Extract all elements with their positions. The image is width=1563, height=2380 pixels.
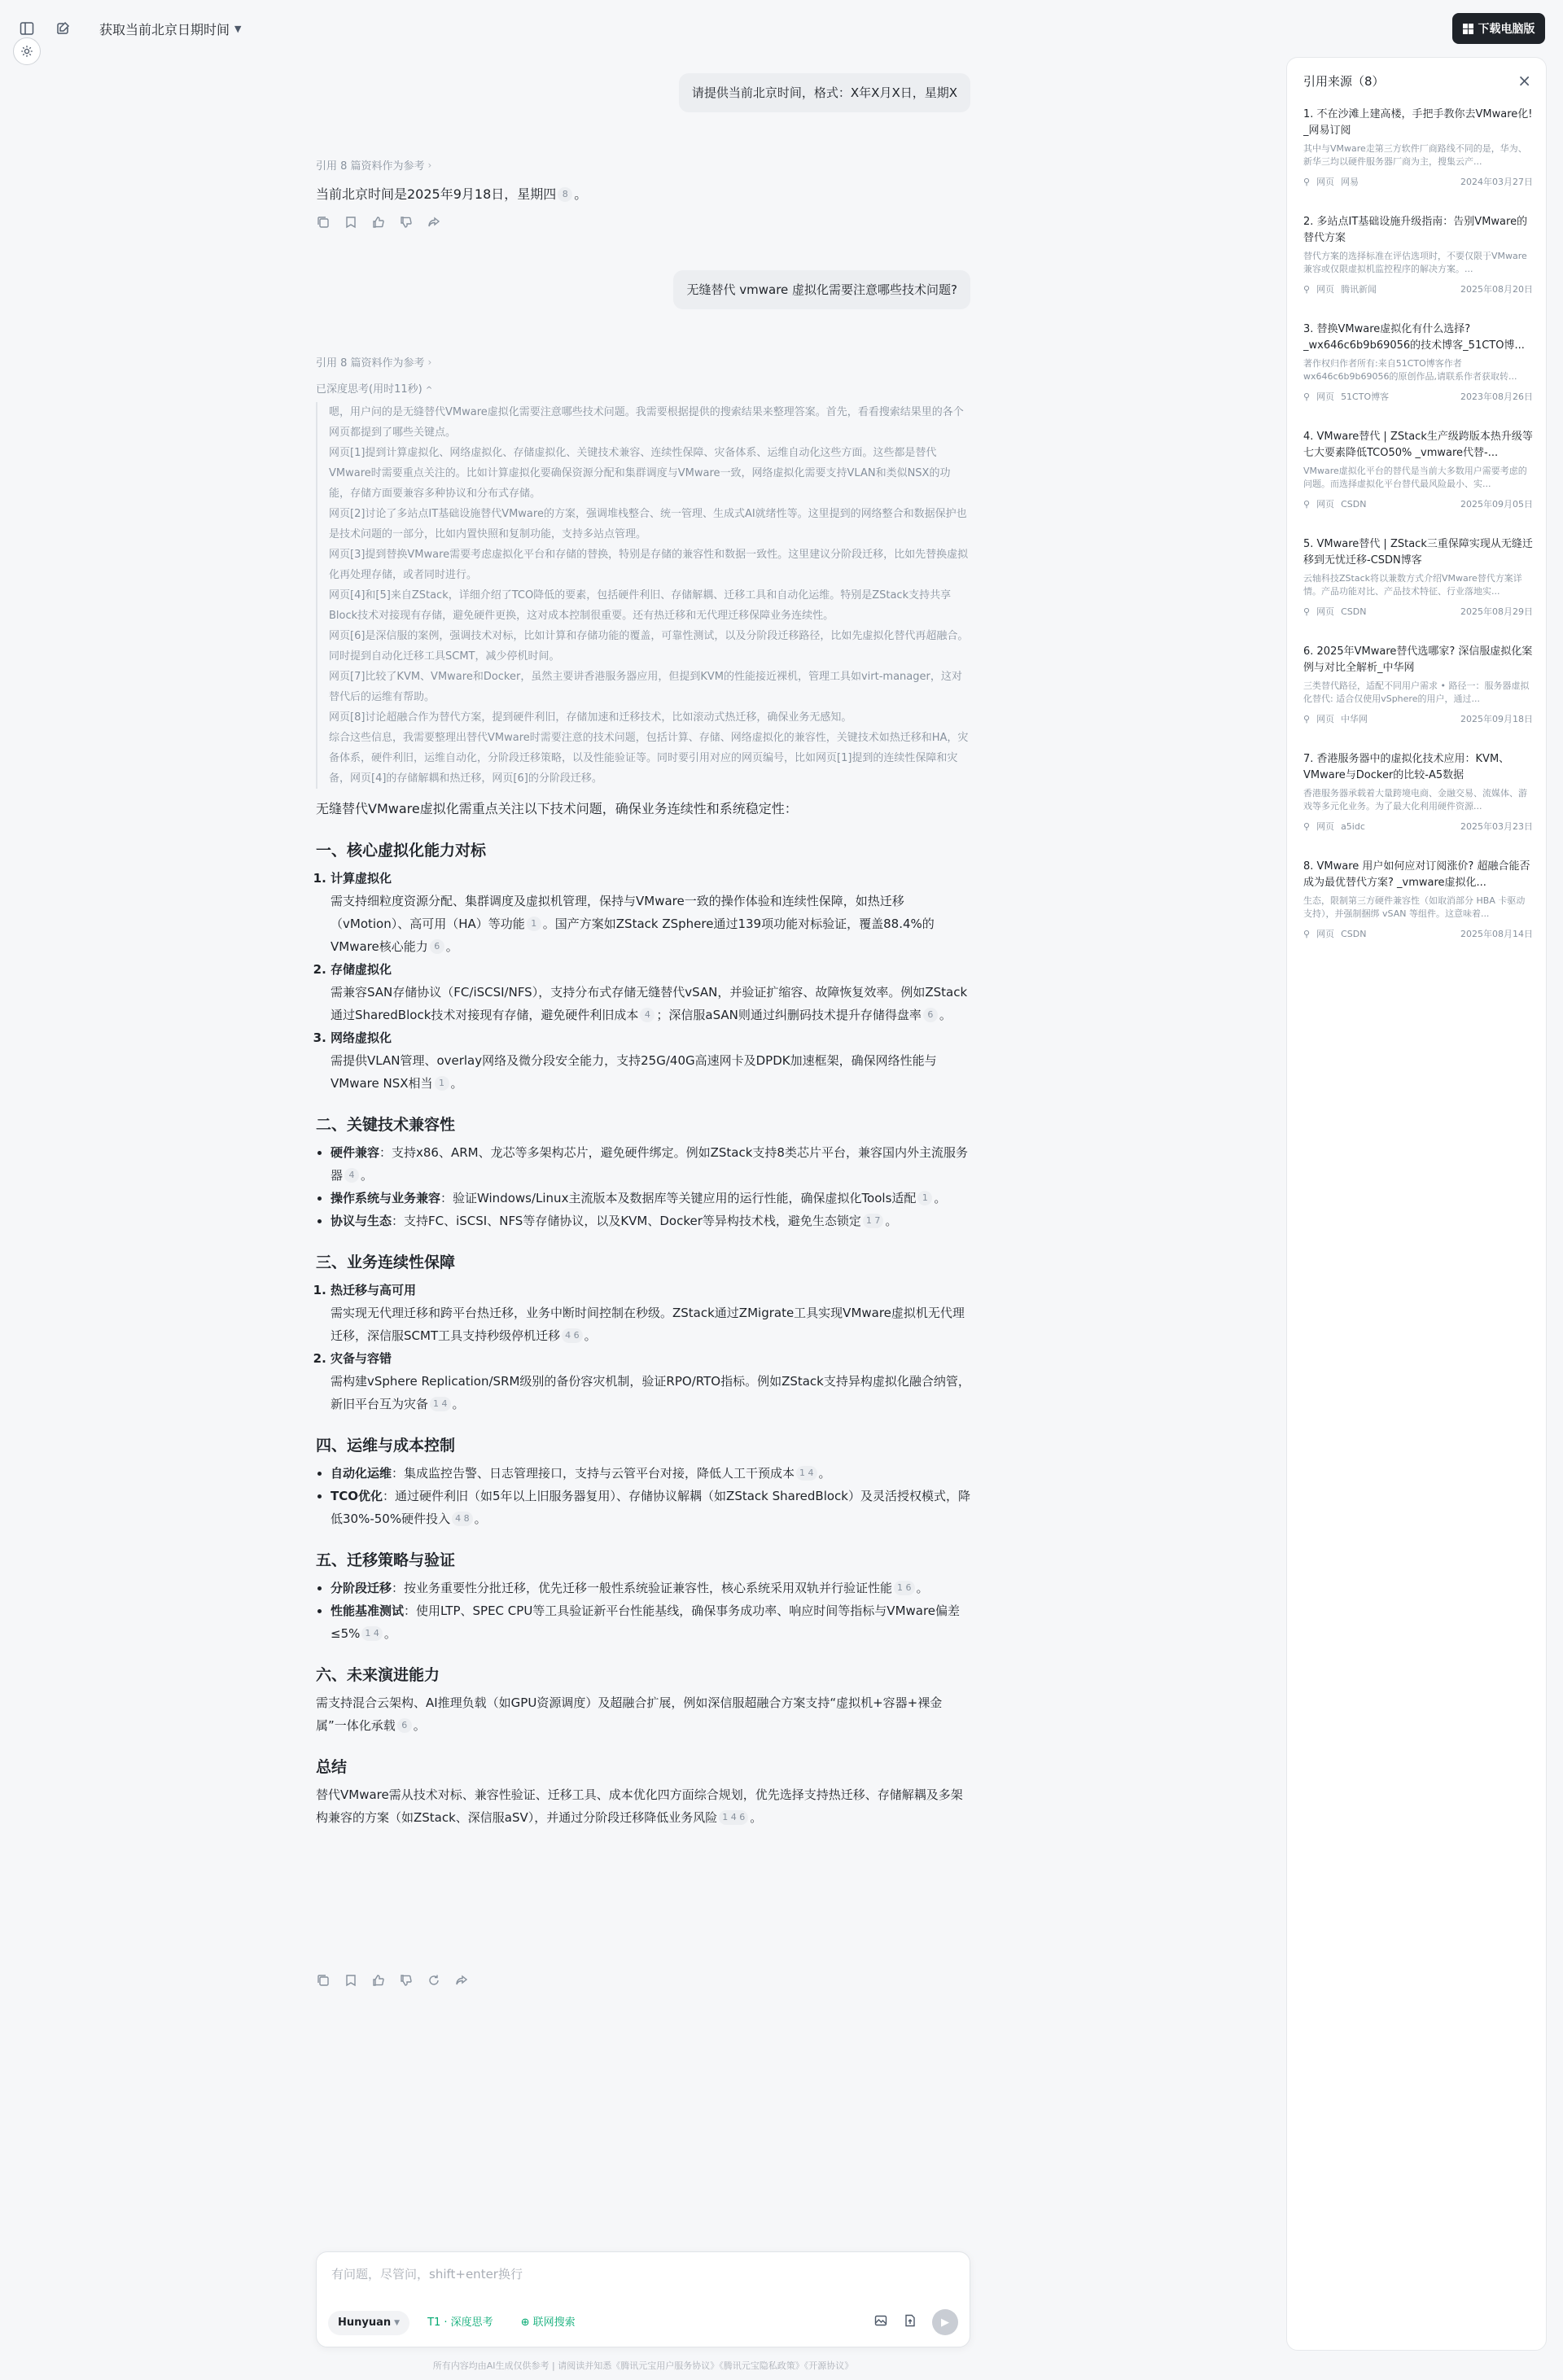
chevron-right-icon: › [427,356,432,368]
source-snippet: 生态，限制第三方硬件兼容性（如取消部分 HBA 卡驱动支持），并强制捆绑 vSAN 等组件。这意味着... [1303,895,1526,919]
source-item[interactable] [1303,859,1533,940]
item-desc: 需实现无代理迁移和跨平台热迁移，业务中断时间控制在秒级。ZStack通过ZMigrate工具实现VMware虚拟机无代理迁移，深信服SCMT工具支持秒级停机迁移 4 6 。 [331,1306,965,1343]
citation-badge[interactable]: 1 4 [430,1397,451,1411]
item-desc-text: 。国产方案如ZStack ZSphere通过139项功能对标验证，覆盖88.4%的VMware核心能力 [331,917,935,954]
item-label: 硬件兼容 [331,1145,380,1160]
source-type: 网页 [1316,392,1335,402]
source-snippet: 香港服务器承载着大量跨境电商、金融交易、流媒体、游戏等多元化业务。为了最大化利用硬件资源... [1303,788,1527,812]
citation-badge[interactable]: 1 7 [863,1214,884,1228]
citation-badge[interactable]: 8 [558,187,572,202]
source-item[interactable] [1303,214,1533,295]
citation-badge[interactable]: 6 [397,1718,412,1733]
source-date: 2025年08月20日 [1460,284,1533,295]
list-item [331,1347,970,1415]
source-item[interactable] [1303,536,1533,618]
item-text: ：集成监控告警、日志管理接口，支持与云管平台对接，降低人工干预成本 [392,1466,795,1481]
list-item: • 协议与生态：支持FC、iSCSI、NFS等存储协议，以及KVM、Docker等异构技术栈，避免生态锁定 1 7 。 [331,1210,970,1232]
source-snippet: 著作权归作者所有:来自51CTO博客作者wx646c6b9b69056的原创作品,请联系作者获取转... [1303,358,1517,382]
section-heading: 一、核心虚拟化能力对标 [316,842,487,860]
section-heading: 二、关键技术兼容性 [316,1116,456,1134]
list-item: • 操作系统与业务兼容：验证Windows/Linux主流版本及数据库等关键应用的运行性能，确保虚拟化Tools适配 1 。 [331,1187,970,1210]
summary-text: 替代VMware需从技术对标、兼容性验证、迁移工具、成本优化四方面综合规划，优先选择支持热迁移、存储解耦及多架构兼容的方案（如ZStack、深信服aSV），并通过分阶段迁移降低业务风险 1 4 6 。 [316,1787,963,1825]
link-icon: ⚲ [1303,713,1311,724]
citation-badge[interactable]: 1 [527,917,541,931]
source-title: 6. 2025年VMware替代选哪家? 深信服虚拟化案例与对比全解析_中华网 [1303,645,1533,674]
thinking-paragraph: 网页[7]比较了KVM、VMware和Docker，虽然主要讲香港服务器应用，但提到KVM的性能接近裸机，管理工具如virt-manager，这对替代后的运维有帮助。 [329,671,962,703]
model-selector[interactable] [328,2311,409,2335]
copy-icon[interactable] [316,1973,331,1988]
file-upload-icon[interactable] [903,2313,917,2331]
chevron-up-icon: ^ [425,386,433,395]
source-type: 网页 [1316,606,1335,617]
thumbs-down-icon[interactable] [399,215,414,230]
source-meta [1303,820,1533,833]
link-icon: ⚲ [1303,606,1311,617]
source-meta [1303,712,1533,725]
source-title: 3. 替换VMware虚拟化有什么选择? _wx646c6b9b69056的技术博客_51CTO博... [1303,323,1525,352]
item-text: ：支持FC、iSCSI、NFS等存储协议，以及KVM、Docker等异构技术栈，避免生态锁定 [392,1214,861,1228]
share-icon[interactable] [454,1973,469,1988]
answer-lead: 无缝替代VMware虚拟化需重点关注以下技术问题，确保业务连续性和系统稳定性： [316,801,798,816]
item-text: ：验证Windows/Linux主流版本及数据库等关键应用的运行性能，确保虚拟化Tools适配 [440,1191,917,1205]
item-desc-text: 需构建vSphere Replication/SRM级别的备份容灾机制，验证RPO/RTO指标。例如ZStack支持异构虚拟化融合纳管，新旧平台互为灾备 [331,1374,970,1411]
bullet-list [316,1141,970,1232]
item-text: ：使用LTP、SPEC CPU等工具验证新平台性能基线，确保事务成功率、响应时间等指标与VMware偏差≤5% [331,1603,961,1641]
source-title: 7. 香港服务器中的虚拟化技术应用：KVM、VMware与Docker的比较-A5数据 [1303,753,1510,781]
item-label: 协议与生态 [331,1214,392,1228]
source-meta [1303,282,1533,295]
item-desc: 需提供VLAN管理、overlay网络及微分段安全能力，支持25G/40G高速网卡及DPDK加速框架，确保网络性能与VMware NSX相当 1 。 [331,1053,937,1091]
citation-badge[interactable]: 4 [344,1168,359,1183]
copy-icon[interactable] [316,215,331,230]
link-icon: ⚲ [1303,820,1311,832]
item-label: 自动化运维 [331,1466,392,1481]
chat-input-placeholder[interactable]: 有问题，尽管问，shift+enter换行 [331,2267,523,2282]
assistant-answer-2 [316,798,970,1829]
link-icon: ⚲ [1303,498,1311,510]
citation-badge[interactable]: 1 4 [361,1626,383,1641]
source-snippet: 云轴科技ZStack将以兼数方式介绍VMware替代方案详情。产品功能对比、产品技术特征、行业落地实... [1303,573,1522,597]
web-search-chip[interactable] [511,2311,585,2335]
thinking-paragraph: 综合这些信息，我需要整理出替代VMware时需要注意的技术问题，包括计算、存储、网络虚拟化的兼容性，关键技术如热迁移和HA，灾备体系，硬件利旧，运维自动化，分阶段迁移策略，以及性能验证等。同时要引用对应的网页编号，比如网页[1]提到的连续性保障和灾备，网页[4]的存储解耦和热迁移，网页[6]的分阶段迁移。 [329,732,969,785]
source-type: 网页 [1316,714,1335,724]
download-desktop-label: 下载电脑版 [1478,23,1535,36]
bullet-list [316,1462,970,1530]
item-title: 灾备与容错 [331,1351,392,1366]
send-arrow-icon: ▶ [941,2316,949,2329]
source-snippet: 替代方案的选择标准在评估选项时，不要仅限于VMware兼容或仅限虚拟机监控程序的解决方案。... [1303,251,1527,274]
thinking-paragraph: 网页[4]和[5]来自ZStack，详细介绍了TCO降低的要素，包括硬件利旧、存储解耦、迁移工具和自动化运维。特别是ZStack支持共享Block技术对接现有存储，避免硬件更换，这对成本控制很重要。还有热迁移和无代理迁移保障业务连续性。 [329,589,952,622]
link-icon: ⚲ [1303,283,1311,295]
chevron-down-icon: ▼ [234,23,242,34]
section-heading: 总结 [316,1758,348,1776]
user-message-2: 无缝替代 vmware 虚拟化需要注意哪些技术问题? [673,270,970,309]
list-item [331,1026,970,1095]
item-label: TCO优化 [331,1489,383,1503]
source-item[interactable] [1303,322,1533,403]
sources-panel [1286,57,1547,2351]
thinking-paragraph: 网页[8]讨论超融合作为替代方案，提到硬件利旧，存储加速和迁移技术，比如滚动式热迁移，确保业务无感知。 [329,711,852,724]
chat-input-box[interactable] [316,2251,970,2347]
summary-text-body: 替代VMware需从技术对标、兼容性验证、迁移工具、成本优化四方面综合规划，优先选择支持热迁移、存储解耦及多架构兼容的方案（如ZStack、深信服aSV），并通过分阶段迁移降低业务风险 [316,1787,963,1825]
thinking-process [316,402,970,789]
item-desc-text: 需提供VLAN管理、overlay网络及微分段安全能力，支持25G/40G高速网卡及DPDK加速框架，确保网络性能与VMware NSX相当 [331,1053,937,1091]
chevron-right-icon: › [427,159,432,171]
citation-badge[interactable]: 4 [640,1008,655,1022]
source-site: 腾讯新闻 [1341,284,1377,295]
source-meta [1303,390,1533,403]
section-heading: 六、未来演进能力 [316,1666,440,1684]
thinking-paragraph: 网页[1]提到计算虚拟化、网络虚拟化、存储虚拟化、关键技术兼容、连续性保障、灾备体系、运维自动化这些方面。这些都是替代VMware时需要重点关注的。比如计算虚拟化要确保资源分配和集群调度与VMware一致，网络虚拟化需要支持VLAN和类似NSX的功能，存储方面要兼容多种协议和分布式存储。 [329,447,951,500]
source-site: CSDN [1341,928,1367,939]
reference-link-1-label: 引用 8 篇资料作为参考 [316,160,425,173]
item-desc-text: ；深信服aSAN则通过纠删码技术提升存储得盘率 [656,1008,922,1022]
item-title: 热迁移与高可用 [331,1283,417,1297]
sources-panel-title: 引用来源（8） [1303,74,1385,89]
section-text: 需支持混合云架构、AI推理负载（如GPU资源调度）及超融合扩展，例如深信服超融合方案支持“虚拟机+容器+裸金属”一体化承载 6 。 [316,1695,943,1733]
user-message-1: 请提供当前北京时间，格式：X年X月X日，星期X [679,73,970,112]
reference-link-2-label: 引用 8 篇资料作为参考 [316,357,425,370]
source-snippet: 三类替代路径，适配不同用户需求 • 路径一：服务器虚拟化替代: 适合仅使用vSphere的用户，通过... [1303,680,1530,704]
period: 。 [574,186,588,202]
deep-think-toggle[interactable] [316,380,432,396]
source-type: 网页 [1316,177,1335,187]
source-item[interactable] [1303,107,1533,188]
item-title: 计算虚拟化 [331,871,392,886]
new-chat-icon[interactable] [54,20,72,37]
citation-badge[interactable]: 4 8 [452,1512,473,1526]
list-item: • 性能基准测试：使用LTP、SPEC CPU等工具验证新平台性能基线，确保事务成功率、响应时间等指标与VMware偏差≤5% 1 4 。 [331,1599,970,1645]
bookmark-icon[interactable] [344,1973,358,1988]
source-item[interactable] [1303,644,1533,725]
list-item [331,958,970,1026]
source-type: 网页 [1316,284,1335,295]
globe-icon: ⊕ [520,2317,530,2329]
footer-disclaimer: 所有内容均由AI生成仅供参考 | 请阅读并知悉《腾讯元宝用户服务协议》《腾讯元宝隐私政策》《开源协议》 [432,2360,854,2371]
assistant-answer-1 [316,184,587,203]
numbered-list [316,1279,970,1415]
source-date: 2025年09月05日 [1460,499,1533,510]
link-icon: ⚲ [1303,176,1311,187]
sidebar-toggle-icon[interactable] [18,20,36,37]
web-search-chip-label: 联网搜索 [532,2317,576,2329]
bullet-list [316,1577,970,1645]
source-meta [1303,927,1533,940]
item-text: ：支持x86、ARM、龙芯等多架构芯片，避免硬件绑定。例如ZStack支持8类芯片平台，兼容国内外主流服务器 [331,1145,968,1183]
source-title: 8. VMware 用户如何应对订阅涨价? 超融合能否成为最优替代方案? _vmware虚拟化... [1303,860,1530,889]
item-desc-text: 需兼容SAN存储协议（FC/iSCSI/NFS），支持分布式存储无缝替代vSAN，并验证扩缩容、故障恢复效率。例如ZStack通过SharedBlock技术对接现有存储，避免硬件利旧成本 [331,985,968,1022]
windows-icon [1463,24,1473,34]
source-title: 4. VMware替代 | ZStack生产级跨版本热升级等七大要素降低TCO50% _vmware代替-... [1303,431,1533,459]
answer-2-actions [316,1973,469,1988]
reference-link-2[interactable] [316,354,431,370]
source-date: 2025年08月29日 [1460,606,1533,617]
item-text: ：通过硬件利旧（如5年以上旧服务器复用）、存储协议解耦（如ZStack SharedBlock）及灵活授权模式，降低30%-50%硬件投入 [331,1489,970,1526]
section-heading: 四、运维与成本控制 [316,1437,456,1455]
source-type: 网页 [1316,929,1335,939]
thinking-paragraph: 嗯，用户问的是无缝替代VMware虚拟化需要注意哪些技术问题。我需要根据提供的搜索结果来整理答案。首先，看看搜索结果里的各个网页都提到了哪些关键点。 [329,406,964,439]
section-heading: 三、业务连续性保障 [316,1253,456,1271]
citation-badge[interactable]: 6 [430,939,444,954]
item-title: 存储虚拟化 [331,962,392,977]
regenerate-icon[interactable] [427,1973,441,1988]
source-title: 5. VMware替代 | ZStack三重保障实现从无缝迁移到无忧迁移-CSDN博客 [1303,538,1533,567]
source-site: CSDN [1341,498,1367,510]
source-meta [1303,497,1533,510]
deep-think-status: 已深度思考(用时11秒) [316,383,422,396]
input-tools [873,2309,958,2335]
close-icon[interactable]: × [1517,71,1531,90]
item-desc: 需构建vSphere Replication/SRM级别的备份容灾机制，验证RPO/RTO指标。例如ZStack支持异构虚拟化融合纳管，新旧平台互为灾备 1 4 。 [331,1374,970,1411]
conversation-title[interactable] [99,20,241,38]
list-item: • 自动化运维：集成监控告警、日志管理接口，支持与云管平台对接，降低人工干预成本 1 4 。 [331,1462,970,1485]
share-icon[interactable] [427,215,441,230]
source-item[interactable] [1303,429,1533,510]
conversation-title-text: 获取当前北京日期时间 [99,21,230,37]
source-date: 2025年03月23日 [1460,821,1533,832]
source-site: 51CTO博客 [1341,392,1390,402]
citation-badge[interactable]: 6 [923,1008,938,1022]
top-bar [0,0,1270,57]
source-date: 2023年08月26日 [1460,392,1533,402]
assistant-answer-1-text: 当前北京时间是2025年9月18日，星期四 [316,186,557,202]
item-text: ：按业务重要性分批迁移，优先迁移一般性系统验证兼容性，核心系统采用双轨并行验证性能 [392,1581,893,1595]
source-date: 2025年09月18日 [1460,714,1533,724]
list-item: • 分阶段迁移：按业务重要性分批迁移，优先迁移一般性系统验证兼容性，核心系统采用双轨并行验证性能 1 6 。 [331,1577,970,1599]
link-icon: ⚲ [1303,928,1311,939]
item-desc-text: 需支持细粒度资源分配、集群调度及虚拟机管理，保持与VMware一致的操作体验和连续性保障，如热迁移（vMotion）、高可用（HA）等功能 [331,894,904,931]
item-desc: 需支持细粒度资源分配、集群调度及虚拟机管理，保持与VMware一致的操作体验和连续性保障，如热迁移（vMotion）、高可用（HA）等功能 1 。国产方案如ZStack ZSphere通过139项功能对标验证，覆盖88.4%的VMware核心能力 6 。 [331,894,935,954]
citation-badge[interactable]: 4 6 [562,1328,583,1343]
deep-think-chip-label: T1 · 深度思考 [427,2317,493,2329]
settings-gear-icon[interactable] [13,37,41,65]
item-label: 分阶段迁移 [331,1581,392,1595]
source-site: 中华网 [1341,714,1368,724]
list-item [331,1279,970,1347]
list-item: • 硬件兼容：支持x86、ARM、龙芯等多架构芯片，避免硬件绑定。例如ZStack支持8类芯片平台，兼容国内外主流服务器 4 。 [331,1141,970,1187]
numbered-list [316,867,970,1095]
citation-badge[interactable]: 1 4 [796,1466,817,1481]
item-desc: 需兼容SAN存储协议（FC/iSCSI/NFS），支持分布式存储无缝替代vSAN，并验证扩缩容、故障恢复效率。例如ZStack通过SharedBlock技术对接现有存储，避免硬件利旧成本 4 ；深信服aSAN则通过纠删码技术提升存储得盘率 6 。 [331,985,968,1022]
source-meta [1303,605,1533,618]
source-snippet: VMware虚拟化平台的替代是当前大多数用户需要考虑的问题。而选择虚拟化平台替代最风险最小、实... [1303,466,1527,489]
answer-1-actions [316,215,441,230]
citation-badge[interactable]: 1 6 [894,1581,915,1595]
item-label: 操作系统与业务兼容 [331,1191,441,1205]
source-site: 网易 [1341,177,1359,187]
citation-badge[interactable]: 1 [917,1191,932,1205]
image-upload-icon[interactable] [873,2313,888,2331]
section-text-body: 需支持混合云架构、AI推理负载（如GPU资源调度）及超融合扩展，例如深信服超融合方案支持“虚拟机+容器+裸金属”一体化承载 [316,1695,943,1733]
source-site: CSDN [1341,606,1367,617]
list-item: • TCO优化：通过硬件利旧（如5年以上旧服务器复用）、存储协议解耦（如ZStack SharedBlock）及灵活授权模式，降低30%-50%硬件投入 4 8 。 [331,1485,970,1530]
source-date: 2025年08月14日 [1460,929,1533,939]
citation-badge[interactable]: 1 [435,1076,449,1091]
source-type: 网页 [1316,499,1335,510]
send-button[interactable] [932,2309,958,2335]
source-date: 2024年03月27日 [1460,177,1533,187]
deep-think-chip[interactable] [418,2311,503,2335]
bookmark-icon[interactable] [344,215,358,230]
link-icon: ⚲ [1303,391,1311,402]
thumbs-up-icon[interactable] [371,215,386,230]
chevron-down-icon: ▼ [394,2319,401,2327]
item-desc-text: 需实现无代理迁移和跨平台热迁移，业务中断时间控制在秒级。ZStack通过ZMigrate工具实现VMware虚拟机无代理迁移，深信服SCMT工具支持秒级停机迁移 [331,1306,965,1343]
reference-link-1[interactable] [316,157,431,173]
source-title: 1. 不在沙滩上建高楼，手把手教你去VMware化! _网易订阅 [1303,108,1533,137]
thinking-paragraph: 网页[6]是深信服的案例，强调技术对标，比如计算和存储功能的覆盖，可靠性测试，以及分阶段迁移路径，比如先虚拟化替代再超融合。同时提到自动化迁移工具SCMT，减少停机时间。 [329,630,969,663]
section-heading: 五、迁移策略与验证 [316,1551,456,1569]
source-title: 2. 多站点IT基础设施升级指南：告别VMware的替代方案 [1303,216,1528,244]
source-type: 网页 [1316,821,1335,832]
item-title: 网络虚拟化 [331,1030,392,1045]
thumbs-up-icon[interactable] [371,1973,386,1988]
model-selector-label: Hunyuan [338,2317,392,2329]
list-item [331,867,970,958]
item-label: 性能基准测试 [331,1603,405,1618]
source-site: a5idc [1341,820,1365,832]
input-chips [328,2311,585,2335]
thumbs-down-icon[interactable] [399,1973,414,1988]
source-snippet: 其中与VMware走第三方软件厂商路线不同的是，华为、新华三均以硬件服务器厂商为主，搜集云产... [1303,143,1527,167]
source-item[interactable] [1303,751,1533,833]
thinking-paragraph: 网页[2]讨论了多站点IT基础设施替代VMware的方案，强调堆栈整合、统一管理、生成式AI就绪性等。这里提到的网络整合和数据保护也是技术问题的一部分，比如内置快照和复制功能，支持多站点管理。 [329,508,967,540]
citation-badge[interactable]: 1 4 6 [719,1810,748,1825]
thinking-paragraph: 网页[3]提到替换VMware需要考虑虚拟化平台和存储的替换，特别是存储的兼容性和数据一致性。这里建议分阶段迁移，比如先替换虚拟化再处理存储，或者同时进行。 [329,549,969,581]
download-desktop-button[interactable] [1452,13,1545,44]
source-meta [1303,175,1533,188]
